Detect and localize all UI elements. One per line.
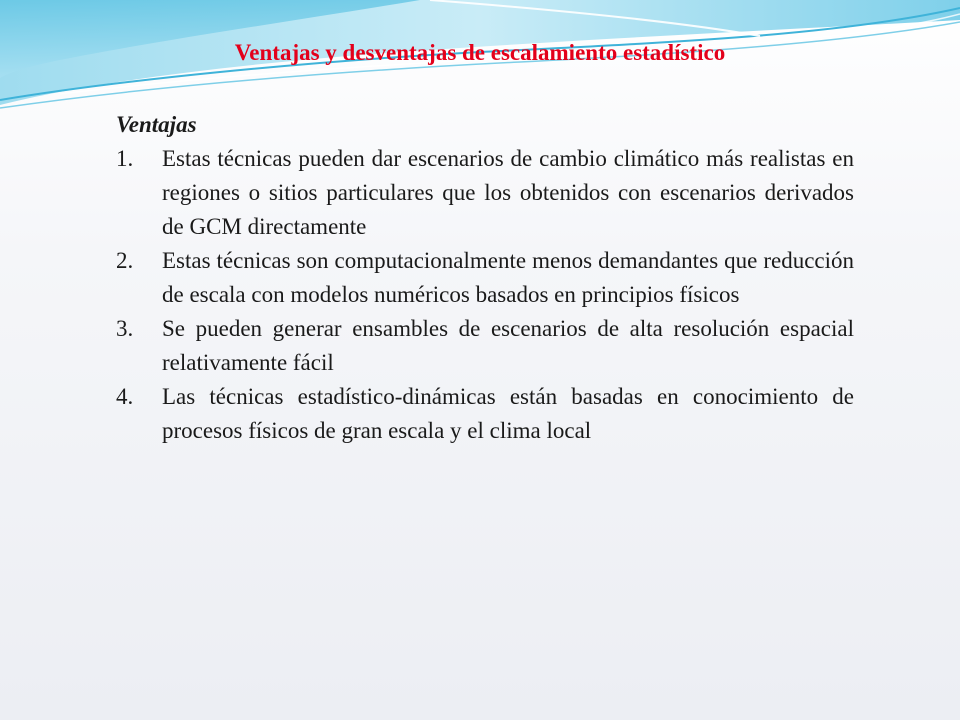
list-item-number: 4. (116, 384, 134, 409)
list-item-number: 3. (116, 316, 134, 341)
list-item-text: Estas técnicas pueden dar escenarios de cambio climático más realistas en regiones o sitios particulares que los obtenidos con escenarios derivados de GCM directamente (162, 146, 854, 239)
list-item (116, 142, 854, 244)
list-item-text: Se pueden generar ensambles de escenarios de alta resolución espacial relativamente fácil (162, 316, 854, 375)
list-item-number: 2. (116, 248, 134, 273)
list-item (116, 244, 854, 312)
list-item (116, 380, 854, 448)
list-item (116, 312, 854, 380)
advantages-list (116, 142, 854, 448)
list-item-text: Estas técnicas son computacionalmente menos demandantes que reducción de escala con modelos numéricos basados en principios físicos (162, 248, 854, 307)
list-item-number: 1. (116, 146, 134, 171)
slide-title: Ventajas y desventajas de escalamiento estadístico (234, 40, 726, 65)
list-item-text: Las técnicas estadístico-dinámicas están basadas en conocimiento de procesos físicos de gran escala y el clima local (162, 384, 854, 443)
section-heading: Ventajas (116, 112, 197, 137)
slide-content (116, 108, 854, 448)
